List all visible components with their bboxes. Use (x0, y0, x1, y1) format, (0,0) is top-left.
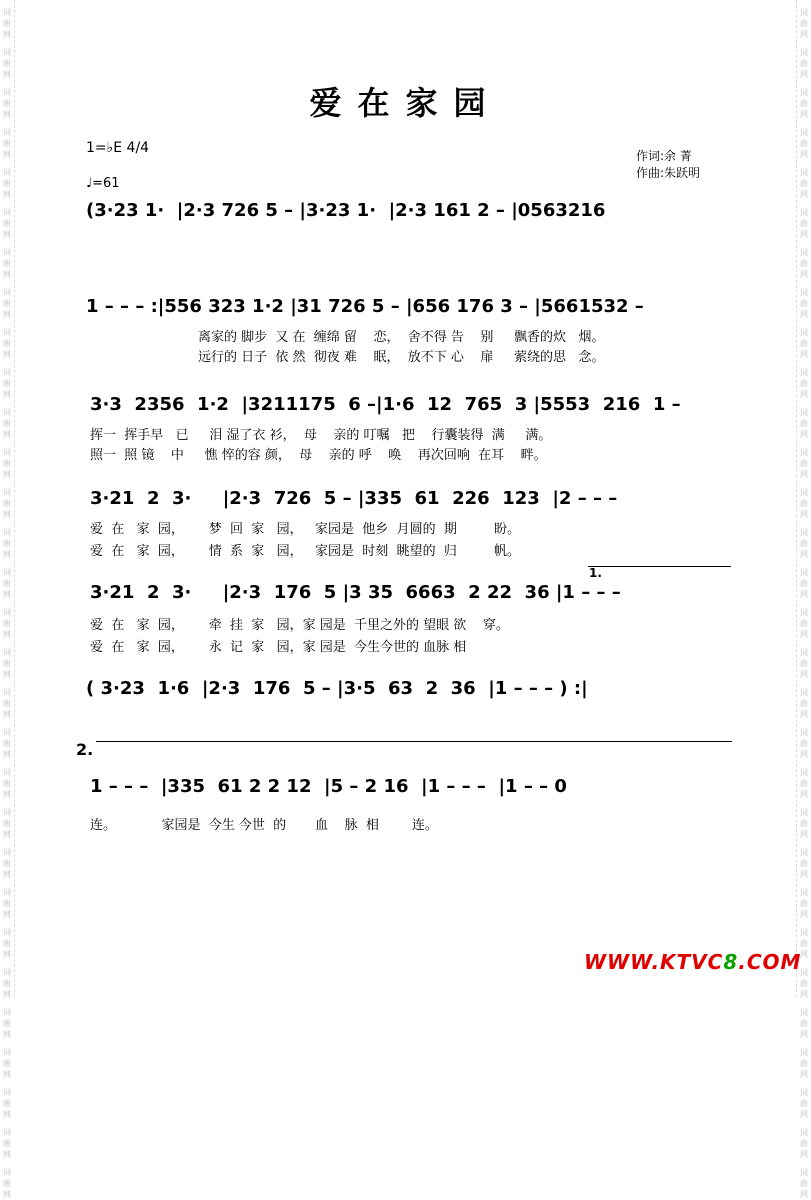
watermark-glyphs: 词 曲 网 (800, 448, 808, 479)
lyricist-credit: 作词:余 菁 (636, 149, 692, 163)
credits (636, 148, 700, 182)
watermark-glyphs: 词 曲 网 (800, 208, 808, 239)
watermark-glyphs: 词 曲 网 (800, 888, 808, 919)
watermark-glyphs: 词 曲 网 (800, 928, 808, 959)
key-signature: 1=♭E 4/4 (86, 140, 150, 156)
lyric-verse-1: 爱 在 家 园， 梦 回 家 园， 家园是 他乡 月圆的 期 盼。 (90, 522, 521, 537)
site-mid: 8 (723, 950, 739, 974)
watermark-glyphs: 词 曲 网 (800, 168, 808, 199)
site-suffix: .COM (738, 950, 802, 974)
watermark-glyphs: 词 曲 网 (800, 848, 808, 879)
watermark-glyphs: 词 曲 网 (800, 608, 808, 639)
tempo-marking: ♩=61 (86, 176, 120, 191)
watermark-glyphs: 词 曲 网 (3, 928, 11, 959)
watermark-glyphs: 词 曲 网 (3, 768, 11, 799)
composer-credit: 作曲:朱跃明 (636, 166, 701, 180)
notes-line: ( 3·23 1·6 |2·3 176 5 – |3·5 63 2 36 |1 – – – ) :| (86, 678, 588, 699)
watermark-glyphs: 词 曲 网 (800, 768, 808, 799)
volta-2-bracket (96, 741, 732, 742)
notes-line: (3·23 1· |2·3 726 5 – |3·23 1· |2·3 161 2 – |0563216 (86, 200, 606, 221)
site-watermark[interactable] (584, 950, 801, 974)
site-prefix: WWW.KTVC (584, 950, 724, 974)
watermark-glyphs: 词 曲 网 (3, 1088, 11, 1119)
watermark-glyphs: 词 曲 网 (800, 648, 808, 679)
watermark-glyphs: 词 曲 网 (3, 408, 11, 439)
watermark-glyphs: 词 曲 网 (3, 208, 11, 239)
watermark-glyphs: 词 曲 网 (800, 808, 808, 839)
watermark-glyphs: 词 曲 网 (3, 8, 11, 39)
watermark-glyphs: 词 曲 网 (3, 648, 11, 679)
notes-line: 3·21 2 3· |2·3 726 5 – |335 61 226 123 |2 – – – (90, 488, 618, 509)
notes-line: 3·3 2356 1·2 |3211175 6 –|1·6 12 765 3 |5553 216 1 – (90, 394, 681, 415)
watermark-glyphs: 词 曲 网 (3, 528, 11, 559)
watermark-glyphs: 词 曲 网 (800, 408, 808, 439)
watermark-glyphs: 词 曲 网 (3, 728, 11, 759)
watermark-glyphs: 词 曲 网 (3, 688, 11, 719)
watermark-glyphs: 词 曲 网 (3, 808, 11, 839)
watermark-glyphs: 词 曲 网 (3, 568, 11, 599)
watermark-glyphs: 词 曲 网 (3, 848, 11, 879)
watermark-glyphs: 词 曲 网 (800, 1088, 808, 1119)
watermark-glyphs: 词 曲 网 (800, 128, 808, 159)
watermark-glyphs: 词 曲 网 (800, 8, 808, 39)
watermark-glyphs: 词 曲 网 (3, 968, 11, 999)
lyric-verse-2: 远行的 日子 依 然 彻夜 难 眠， 放不下 心 扉 萦绕的思 念。 (198, 350, 605, 365)
volta-1-bracket (588, 566, 731, 567)
watermark-glyphs: 词 曲 网 (800, 288, 808, 319)
watermark-glyphs: 词 曲 网 (800, 248, 808, 279)
watermark-glyphs: 词 曲 网 (3, 448, 11, 479)
notes-line: 1 – – – :|556 323 1·2 |31 726 5 – |656 176 3 – |5661532 – (86, 296, 644, 317)
watermark-glyphs: 词 曲 网 (800, 1048, 808, 1079)
song-title: 爱在家园 (309, 84, 502, 122)
watermark-glyphs: 词 曲 网 (800, 1008, 808, 1039)
lyric-verse-1: 离家的 脚步 又 在 缠绵 留 恋， 舍不得 告 别 飘香的炊 烟。 (198, 330, 605, 345)
watermark-glyphs: 词 曲 网 (800, 488, 808, 519)
volta-1-label: 1. (589, 566, 602, 580)
left-watermark-strip (0, 0, 15, 1199)
watermark-glyphs: 词 曲 网 (3, 168, 11, 199)
watermark-glyphs: 词 曲 网 (3, 328, 11, 359)
watermark-glyphs: 词 曲 网 (3, 288, 11, 319)
lyric-verse-1: 挥一 挥手早 已 泪 湿了衣 衫， 母 亲的 叮嘱 把 行囊装得 满 满。 (90, 428, 552, 443)
watermark-glyphs: 词 曲 网 (3, 1168, 11, 1199)
watermark-glyphs: 词 曲 网 (3, 368, 11, 399)
lyric-verse-1: 连。 家园是 今生 今世 的 血 脉 相 连。 (90, 818, 438, 833)
watermark-glyphs: 词 曲 网 (800, 968, 808, 999)
watermark-glyphs: 词 曲 网 (800, 1168, 808, 1199)
notes-line: 3·21 2 3· |2·3 176 5 |3 35 6663 2 22 36 |1 – – – (90, 582, 621, 603)
watermark-glyphs: 词 曲 网 (3, 128, 11, 159)
lyric-verse-2: 爱 在 家 园， 情 系 家 园， 家园是 时刻 眺望的 归 帆。 (90, 544, 521, 559)
watermark-glyphs: 词 曲 网 (3, 1128, 11, 1159)
watermark-glyphs: 词 曲 网 (800, 368, 808, 399)
watermark-glyphs: 词 曲 网 (800, 48, 808, 79)
watermark-glyphs: 词 曲 网 (3, 488, 11, 519)
watermark-glyphs: 词 曲 网 (800, 88, 808, 119)
watermark-glyphs: 词 曲 网 (3, 1048, 11, 1079)
right-watermark-strip (796, 0, 811, 1199)
watermark-glyphs: 词 曲 网 (800, 728, 808, 759)
watermark-glyphs: 词 曲 网 (3, 1008, 11, 1039)
watermark-glyphs: 词 曲 网 (3, 248, 11, 279)
volta-2-label: 2. (76, 740, 94, 759)
lyric-verse-2: 爱 在 家 园， 永 记 家 园，家 园是 今生今世的 血脉 相 (90, 640, 467, 655)
watermark-glyphs: 词 曲 网 (3, 888, 11, 919)
watermark-glyphs: 词 曲 网 (3, 48, 11, 79)
watermark-glyphs: 词 曲 网 (800, 1128, 808, 1159)
watermark-glyphs: 词 曲 网 (800, 688, 808, 719)
watermark-glyphs: 词 曲 网 (3, 608, 11, 639)
lyric-verse-2: 照一 照 镜 中 憔 悴的容 颜， 母 亲的 呼 唤 再次回响 在耳 畔。 (90, 448, 547, 463)
watermark-glyphs: 词 曲 网 (800, 568, 808, 599)
watermark-glyphs: 词 曲 网 (800, 328, 808, 359)
watermark-glyphs: 词 曲 网 (800, 528, 808, 559)
notes-line: 1 – – – |335 61 2 2 12 |5 – 2 16 |1 – – – |1 – – 0 (90, 776, 567, 797)
watermark-glyphs: 词 曲 网 (3, 88, 11, 119)
lyric-verse-1: 爱 在 家 园， 牵 挂 家 园，家 园是 千里之外的 望眼 欲 穿。 (90, 618, 509, 633)
